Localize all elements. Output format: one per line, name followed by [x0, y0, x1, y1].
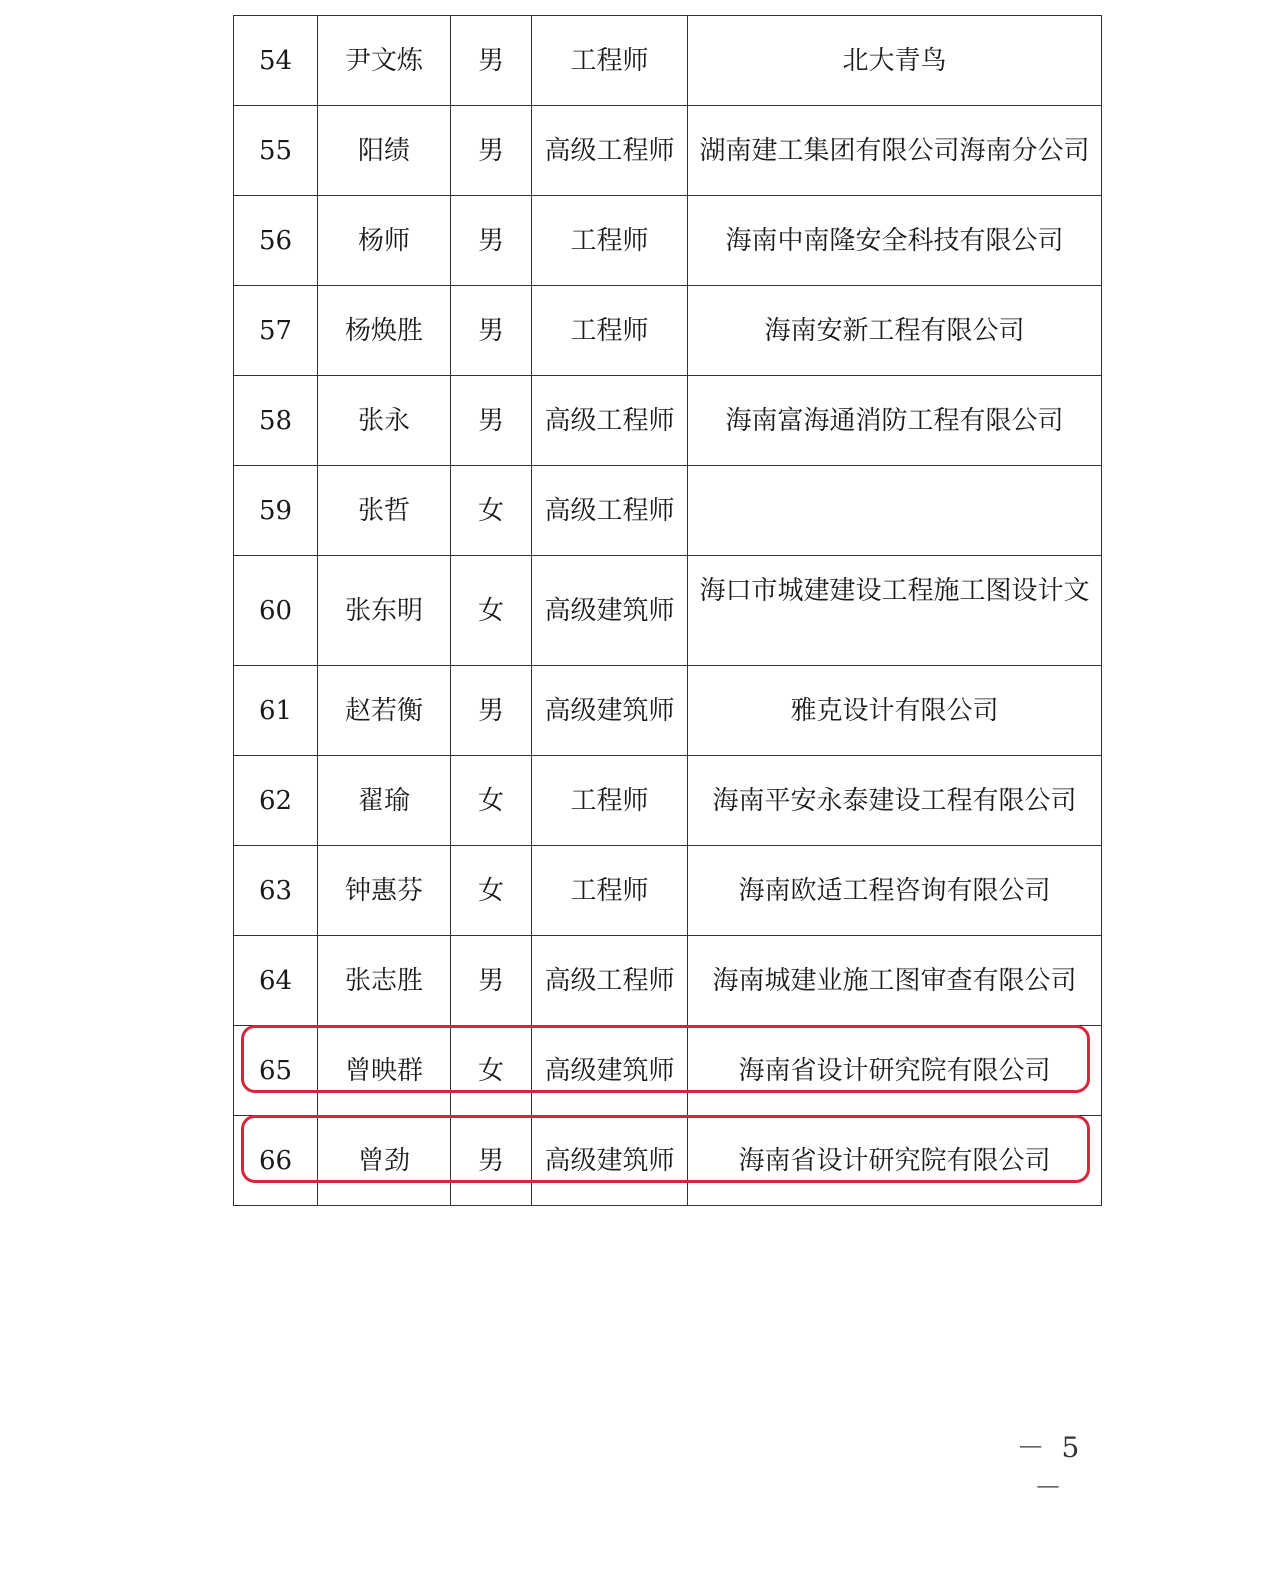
row-number-cell: 60	[234, 556, 318, 666]
title-cell: 工程师	[532, 756, 688, 846]
title-cell: 工程师	[532, 196, 688, 286]
title-cell: 高级建筑师	[532, 556, 688, 666]
unit-cell: 湖南建工集团有限公司海南分公司	[688, 106, 1102, 196]
name-cell: 钟惠芬	[318, 846, 451, 936]
unit-cell: 雅克设计有限公司	[688, 666, 1102, 756]
row-number-cell: 65	[234, 1026, 318, 1116]
row-number-cell: 54	[234, 16, 318, 106]
gender-cell: 女	[451, 556, 532, 666]
name-cell: 张东明	[318, 556, 451, 666]
title-cell: 工程师	[532, 846, 688, 936]
unit-text: 海口市城建建设工程施工图设计文	[699, 576, 1090, 606]
name-cell: 曾映群	[318, 1026, 451, 1116]
name-cell: 阳绩	[318, 106, 451, 196]
table-row-highlighted	[234, 1116, 1102, 1206]
row-number-cell: 57	[234, 286, 318, 376]
title-cell: 高级建筑师	[532, 666, 688, 756]
table-row	[234, 666, 1102, 756]
unit-cell: 海南省设计研究院有限公司	[688, 1026, 1102, 1116]
unit-cell: 海南安新工程有限公司	[688, 286, 1102, 376]
unit-cell: 海南城建业施工图审查有限公司	[688, 936, 1102, 1026]
table-row	[234, 376, 1102, 466]
gender-cell: 男	[451, 666, 532, 756]
unit-cell-clipped	[688, 556, 1102, 666]
row-number-cell: 66	[234, 1116, 318, 1206]
name-cell: 张哲	[318, 466, 451, 556]
row-number-cell: 58	[234, 376, 318, 466]
table-row	[234, 466, 1102, 556]
table-row	[234, 556, 1102, 666]
page-number: － 5 －	[1016, 1431, 1084, 1504]
title-cell: 工程师	[532, 16, 688, 106]
unit-cell: 海南富海通消防工程有限公司	[688, 376, 1102, 466]
unit-cell: 北大青鸟	[688, 16, 1102, 106]
gender-cell: 男	[451, 196, 532, 286]
row-number-cell: 55	[234, 106, 318, 196]
table-row	[234, 936, 1102, 1026]
table-row	[234, 286, 1102, 376]
unit-cell: 海南中南隆安全科技有限公司	[688, 196, 1102, 286]
title-cell: 高级工程师	[532, 106, 688, 196]
row-number-cell: 63	[234, 846, 318, 936]
table-row	[234, 756, 1102, 846]
gender-cell: 男	[451, 106, 532, 196]
row-number-cell: 64	[234, 936, 318, 1026]
name-cell: 杨焕胜	[318, 286, 451, 376]
name-cell: 翟瑜	[318, 756, 451, 846]
gender-cell: 男	[451, 376, 532, 466]
row-number-cell: 61	[234, 666, 318, 756]
gender-cell: 男	[451, 936, 532, 1026]
table-row	[234, 846, 1102, 936]
unit-cell: 海南欧适工程咨询有限公司	[688, 846, 1102, 936]
gender-cell: 女	[451, 846, 532, 936]
table-row	[234, 16, 1102, 106]
gender-cell: 男	[451, 16, 532, 106]
name-cell: 杨师	[318, 196, 451, 286]
title-cell: 高级建筑师	[532, 1026, 688, 1116]
table-row-highlighted	[234, 1026, 1102, 1116]
title-cell: 高级工程师	[532, 376, 688, 466]
title-cell: 高级建筑师	[532, 1116, 688, 1206]
title-cell: 工程师	[532, 286, 688, 376]
unit-cell-empty	[688, 466, 1102, 556]
gender-cell: 女	[451, 1026, 532, 1116]
row-number-cell: 62	[234, 756, 318, 846]
gender-cell: 男	[451, 1116, 532, 1206]
row-number-cell: 59	[234, 466, 318, 556]
name-cell: 尹文炼	[318, 16, 451, 106]
name-cell: 张志胜	[318, 936, 451, 1026]
gender-cell: 女	[451, 466, 532, 556]
name-cell: 张永	[318, 376, 451, 466]
unit-cell: 海南省设计研究院有限公司	[688, 1116, 1102, 1206]
name-cell: 曾劲	[318, 1116, 451, 1206]
title-cell: 高级工程师	[532, 466, 688, 556]
row-number-cell: 56	[234, 196, 318, 286]
gender-cell: 女	[451, 756, 532, 846]
gender-cell: 男	[451, 286, 532, 376]
unit-cell: 海南平安永泰建设工程有限公司	[688, 756, 1102, 846]
table-row	[234, 106, 1102, 196]
name-cell: 赵若衡	[318, 666, 451, 756]
personnel-table	[233, 15, 1102, 1206]
title-cell: 高级工程师	[532, 936, 688, 1026]
table-row	[234, 196, 1102, 286]
